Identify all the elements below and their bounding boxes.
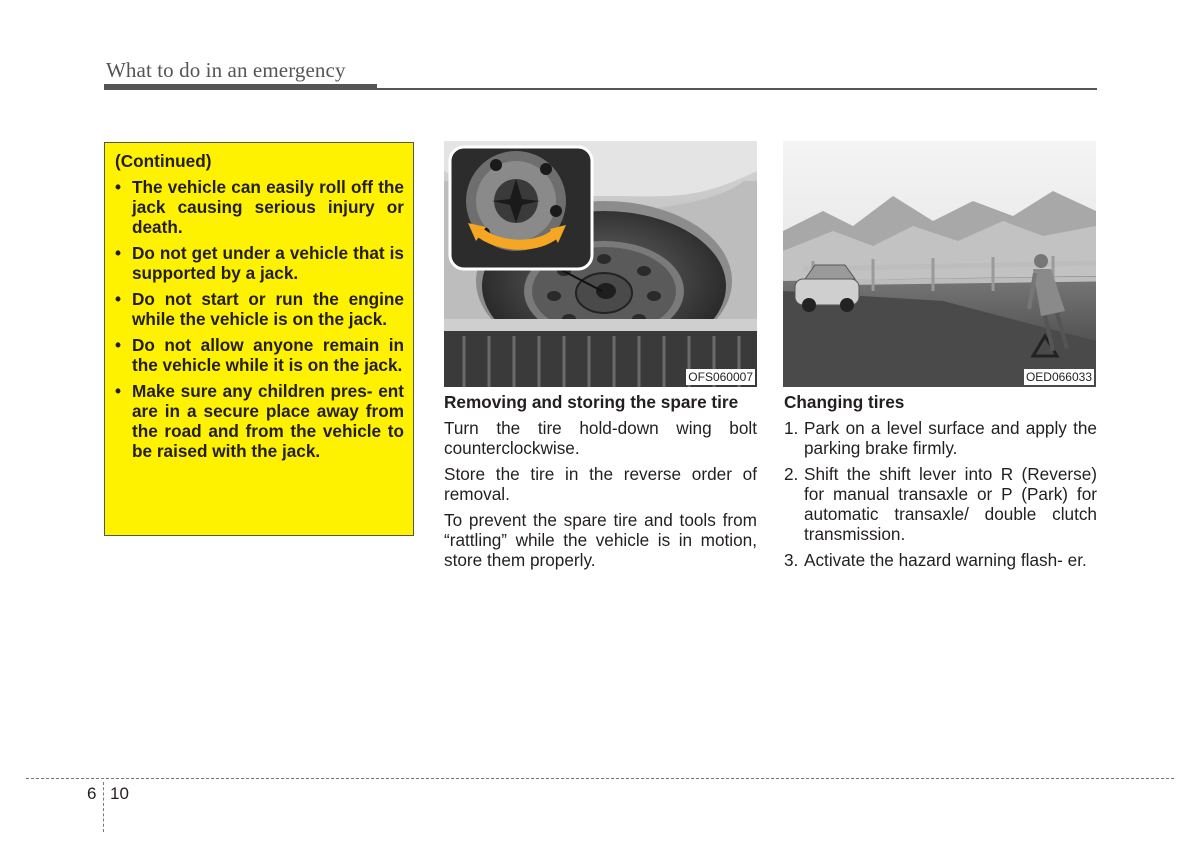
warning-bullet: • Do not get under a vehicle that is supported by a jack. [115,243,404,283]
changing-tires-section [784,392,1097,576]
spare-tire-section [444,392,757,576]
step-item [784,550,1097,570]
step-item [784,464,1097,544]
step-number: 1. [784,418,799,438]
paragraph: To prevent the spare tire and tools from “rattling” while the vehicle is in motion, store them properly. [444,510,757,570]
step-number: 2. [784,464,799,484]
warning-bullet: • Do not allow anyone remain in the vehicle while it is on the jack. [115,335,404,375]
roadside-illustration [783,141,1096,387]
header-rule-accent [104,84,377,90]
footer-rule [26,778,1174,779]
step-number: 3. [784,550,799,570]
step-text: Activate the hazard warning flash- er. [804,550,1087,570]
warning-bullet: • The vehicle can easily roll off the jack causing serious injury or death. [115,177,404,237]
warning-bullet: • Do not start or run the engine while the vehicle is on the jack. [115,289,404,329]
spare-tire-illustration [444,141,757,387]
figure-code: OED066033 [1025,370,1092,384]
steps-list [784,418,1097,570]
footer-divider [103,782,104,832]
step-item [784,418,1097,458]
section-heading: Removing and storing the spare tire [444,392,739,412]
step-text: Park on a level surface and apply the parking brake firmly. [804,418,1097,458]
chapter-number: 6 [87,784,97,803]
warning-bullet: • Make sure any children pres- ent are in a secure place away from the road and from the vehicle to be raised with the jack. [115,381,404,461]
section-title: What to do in an emergency [106,58,346,82]
warning-continued-label: (Continued) [115,151,212,171]
warning-list [115,177,404,461]
warning-box [104,142,414,536]
page-number: 10 [110,784,129,803]
figure-code: OFS060007 [688,370,753,384]
paragraph: Store the tire in the reverse order of removal. [444,464,757,504]
section-heading: Changing tires [784,392,905,412]
step-text: Shift the shift lever into R (Reverse) for manual transaxle or P (Park) for automatic transaxle/ double clutch transmission. [804,464,1097,544]
paragraph: Turn the tire hold-down wing bolt counterclockwise. [444,418,757,458]
